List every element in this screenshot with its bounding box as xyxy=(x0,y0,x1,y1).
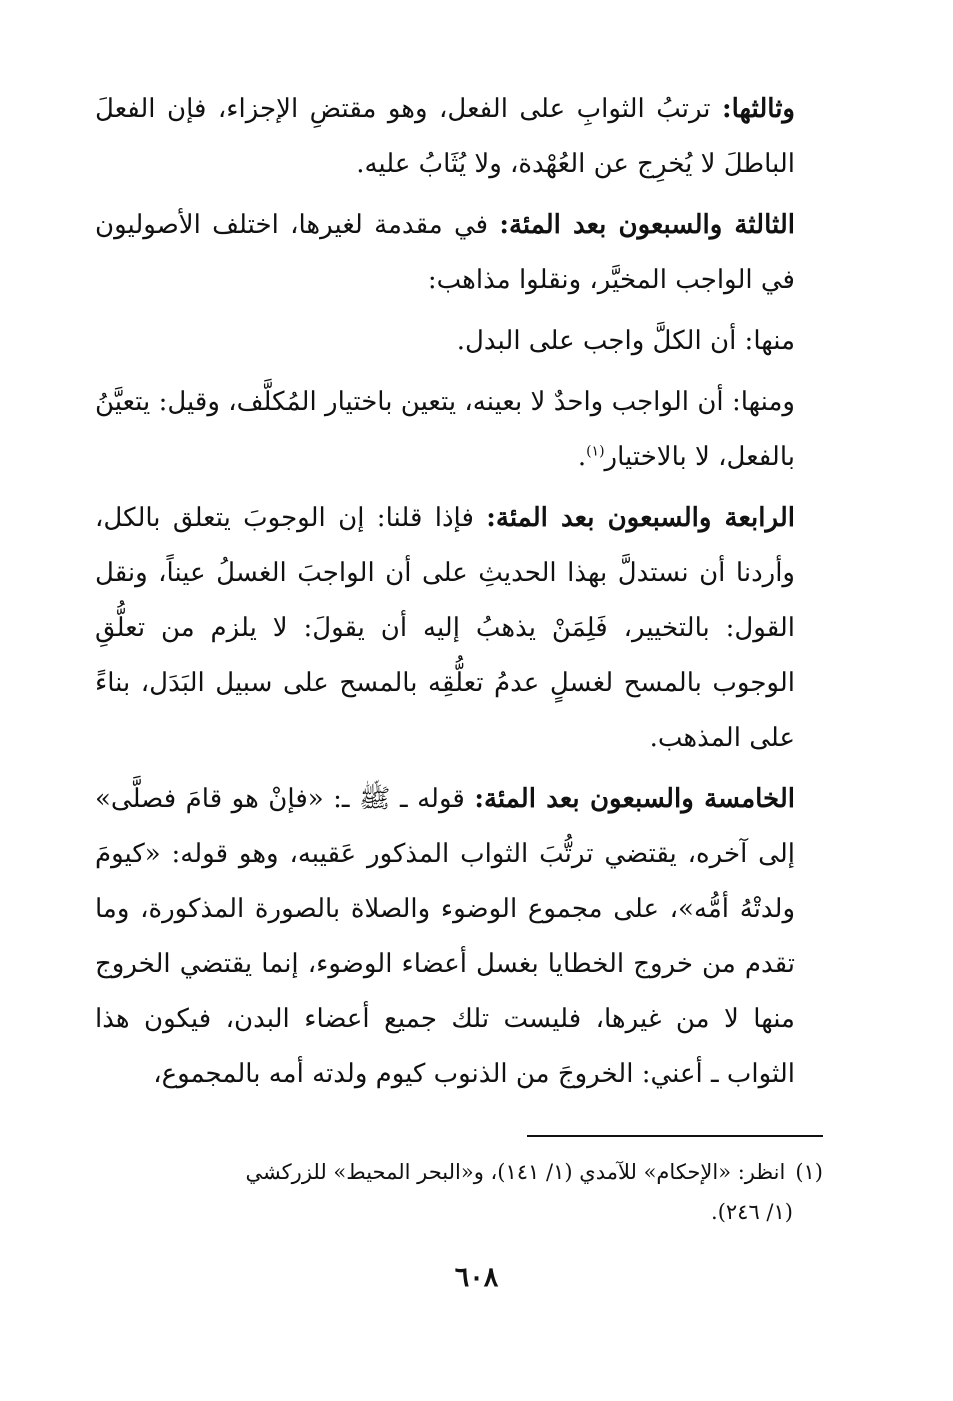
page-number: ٦٠٨ xyxy=(454,1262,499,1293)
paragraph-6 xyxy=(95,772,823,1102)
footnote-number: (١) xyxy=(795,1160,823,1184)
paragraph-text: منها: أن الكلَّ واجب على البدل. xyxy=(456,326,795,356)
footnote-1 xyxy=(95,1152,823,1192)
paragraph-lead: وثالثها: xyxy=(722,94,795,124)
paragraph-2 xyxy=(95,198,823,308)
footnote-text: انظر: «الإحكام» للآمدي (١/ ١٤١)، و«البحر المحيط» للزركشي xyxy=(245,1160,786,1184)
paragraph-4 xyxy=(95,375,823,485)
paragraph-5 xyxy=(95,491,823,766)
footnote-continuation: (١/ ٢٤٦). xyxy=(711,1200,793,1224)
paragraph-text: في مقدمة لغيرها، اختلف الأصوليون في الواجب المخيَّر، ونقلوا مذاهب: xyxy=(95,210,795,295)
paragraph-1 xyxy=(95,82,823,192)
paragraph-lead: الخامسة والسبعون بعد المئة: xyxy=(474,784,795,814)
paragraph-text: فإذا قلنا: إن الوجوبَ يتعلق بالكل، وأردنا أن نستدلَّ بهذا الحديثِ على أن الواجبَ الغسلُ عيناً، ونقل القول: بالتخيير، فَلِمَنْ يذهبُ إليه أن يقولَ: لا يلزم من تعلُّقِ الوجوب بالمسح لغسلٍ عدمُ تعلُّقِه بالمسح على سبيل البَدَل، بناءً على المذهب. xyxy=(95,503,795,753)
paragraph-text: ترتبُ الثوابِ على الفعل، وهو مقتضِ الإجزاء، فإن الفعلَ الباطلَ لا يُخرِج عن العُهْدة، ولا يُثَابُ عليه. xyxy=(95,94,795,179)
footnote-reference[interactable]: (١) xyxy=(586,443,605,460)
main-text-body xyxy=(95,82,823,1102)
paragraph-3 xyxy=(95,314,823,369)
paragraph-tail: . xyxy=(577,442,587,472)
paragraph-text: قوله ـ ﷺ ـ: «فإنْ هو قامَ فصلَّى» إلى آخره، يقتضي ترتُّبَ الثواب المذكور عَقيبه، وهو قوله: «كيومَ ولدتْهُ أمُّه»، على مجموع الوضوء والصلاة بالصورة المذكورة، وما تقدم من خروج الخطايا بغسل أعضاء الوضوء، إنما يقتضي الخروج منها لا من غيرها، فليست تلك جميع أعضاء البدن، فيكون هذا الثواب ـ أعني: الخروجَ من الذنوب كيوم ولدته أمه بالمجموع، xyxy=(95,784,795,1089)
footnote-separator xyxy=(527,1135,823,1137)
footnotes-section xyxy=(95,1152,823,1232)
paragraph-lead: الثالثة والسبعون بعد المئة: xyxy=(499,210,795,240)
paragraph-text: ومنها: أن الواجب واحدٌ لا بعينه، يتعين باختيار المُكلَّف، وقيل: يتعيَّنُ بالفعل، لا بالاختيار xyxy=(95,387,795,472)
paragraph-lead: الرابعة والسبعون بعد المئة: xyxy=(486,503,795,533)
